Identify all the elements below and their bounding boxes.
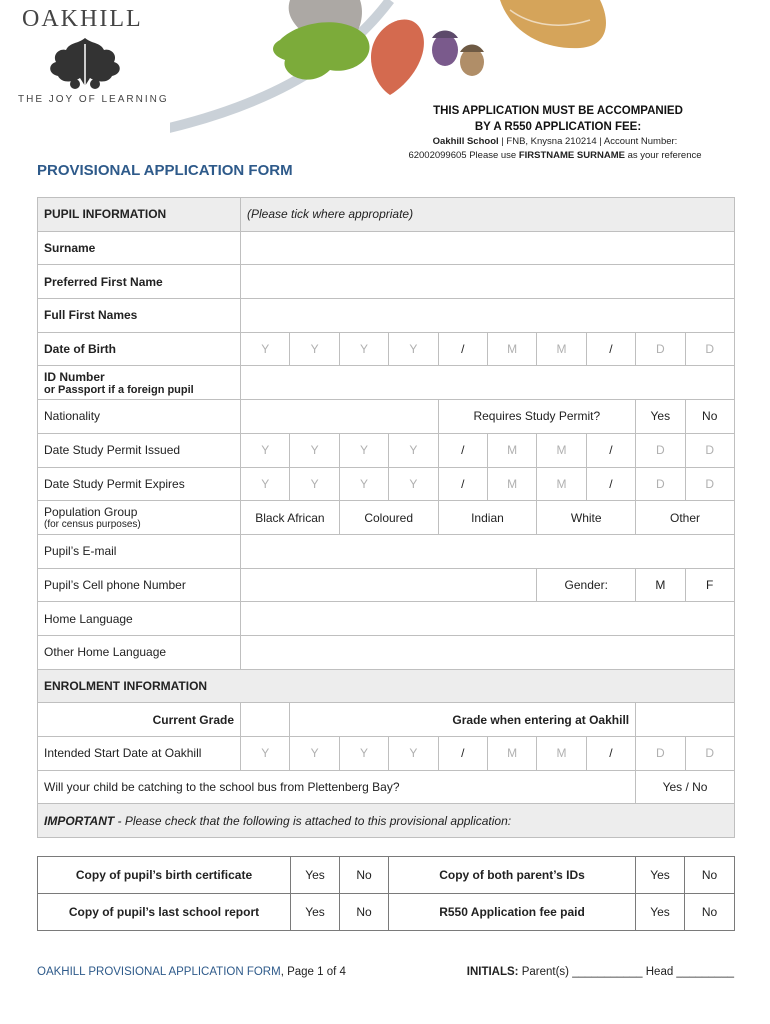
label-other-home-language: Other Home Language xyxy=(38,635,241,669)
permit-expires-year-digit[interactable]: Y xyxy=(339,467,388,501)
section-pupil-information: PUPIL INFORMATION xyxy=(38,198,241,232)
label-grade-entering: Grade when entering at Oakhill xyxy=(290,703,636,737)
permit-expires-month-digit[interactable]: M xyxy=(487,467,536,501)
grade-entering-field[interactable] xyxy=(636,703,735,737)
full-first-names-field[interactable] xyxy=(241,299,735,333)
label-id-number xyxy=(38,366,241,400)
preferred-first-name-field[interactable] xyxy=(241,265,735,299)
permit-issued-day-digit[interactable]: D xyxy=(685,433,734,467)
date-separator: / xyxy=(586,433,635,467)
permit-expires-year-digit[interactable]: Y xyxy=(290,467,339,501)
fee-reference: FIRSTNAME SURNAME xyxy=(518,150,625,161)
important-note xyxy=(38,804,735,838)
label-requires-study-permit: Requires Study Permit? xyxy=(438,400,636,434)
gender-m-option[interactable]: M xyxy=(636,568,685,602)
permit-issued-year-digit[interactable]: Y xyxy=(290,433,339,467)
section-enrolment-information: ENROLMENT INFORMATION xyxy=(38,669,735,703)
dob-day-digit[interactable]: D xyxy=(685,332,734,366)
important-text: - Please check that the following is attached to this provisional application: xyxy=(114,813,512,828)
attachment-school-report: Copy of pupil’s last school report xyxy=(38,894,291,931)
fee-bank-details xyxy=(380,135,730,163)
label-preferred-first-name: Preferred First Name xyxy=(38,265,241,299)
attachment-parent-ids-no[interactable]: No xyxy=(685,857,735,894)
footer-form-name xyxy=(37,966,346,978)
oak-leaf-icon xyxy=(40,34,130,92)
fee-title-line-1: THIS APPLICATION MUST BE ACCOMPANIED xyxy=(433,105,683,117)
label-bus-question: Will your child be catching to the school bus from Plettenberg Bay? xyxy=(38,770,636,804)
dob-year-digit[interactable]: Y xyxy=(290,332,339,366)
start-year-digit[interactable]: Y xyxy=(339,737,388,771)
cell-number-field[interactable] xyxy=(241,568,537,602)
nationality-field[interactable] xyxy=(241,400,439,434)
date-separator: / xyxy=(586,737,635,771)
other-home-language-field[interactable] xyxy=(241,635,735,669)
footer-initials xyxy=(443,966,734,978)
attachment-birth-certificate: Copy of pupil’s birth certificate xyxy=(38,857,291,894)
population-option-indian[interactable]: Indian xyxy=(438,501,537,535)
permit-yes-option[interactable]: Yes xyxy=(636,400,685,434)
current-grade-field[interactable] xyxy=(241,703,290,737)
label-home-language: Home Language xyxy=(38,602,241,636)
population-group-label: Population Group xyxy=(44,505,138,520)
attachment-parent-ids: Copy of both parent’s IDs xyxy=(389,857,636,894)
dob-year-digit[interactable]: Y xyxy=(339,332,388,366)
id-number-label: ID Number xyxy=(44,369,105,384)
page-title: PROVISIONAL APPLICATION FORM xyxy=(37,162,293,179)
logo-text: OAKHILL xyxy=(22,6,143,32)
permit-issued-year-digit[interactable]: Y xyxy=(339,433,388,467)
label-cell-number: Pupil’s Cell phone Number xyxy=(38,568,241,602)
label-email: Pupil’s E-mail xyxy=(38,534,241,568)
attachments-checklist xyxy=(37,856,735,931)
bus-yes-no-option[interactable]: Yes / No xyxy=(636,770,735,804)
attachment-fee-paid: R550 Application fee paid xyxy=(389,894,636,931)
date-separator: / xyxy=(586,332,635,366)
population-option-white[interactable]: White xyxy=(537,501,636,535)
attachment-school-report-yes[interactable]: Yes xyxy=(291,894,340,931)
label-date-permit-issued: Date Study Permit Issued xyxy=(38,433,241,467)
dob-year-digit[interactable]: Y xyxy=(389,332,438,366)
start-day-digit[interactable]: D xyxy=(685,737,734,771)
dob-year-digit[interactable]: Y xyxy=(241,332,290,366)
start-year-digit[interactable]: Y xyxy=(389,737,438,771)
initials-lines[interactable]: Parent(s) ___________ Head _________ xyxy=(518,966,734,978)
fee-account-number: 62002099605 Please use xyxy=(408,150,519,161)
id-number-sublabel: or Passport if a foreign pupil xyxy=(44,383,194,396)
id-number-field[interactable] xyxy=(241,366,735,400)
permit-expires-month-digit[interactable]: M xyxy=(537,467,586,501)
surname-field[interactable] xyxy=(241,231,735,265)
tick-note: (Please tick where appropriate) xyxy=(241,198,735,232)
start-month-digit[interactable]: M xyxy=(537,737,586,771)
permit-issued-year-digit[interactable]: Y xyxy=(389,433,438,467)
date-separator: / xyxy=(438,433,487,467)
fee-reference-suffix: as your reference xyxy=(624,150,702,161)
label-full-first-names: Full First Names xyxy=(38,299,241,333)
permit-expires-year-digit[interactable]: Y xyxy=(241,467,290,501)
label-surname: Surname xyxy=(38,231,241,265)
home-language-field[interactable] xyxy=(241,602,735,636)
permit-issued-year-digit[interactable]: Y xyxy=(241,433,290,467)
attachment-school-report-no[interactable]: No xyxy=(340,894,389,931)
fee-bank-line: | FNB, Knysna 210214 | Account Number: xyxy=(498,136,678,147)
attachment-fee-paid-no[interactable]: No xyxy=(685,894,735,931)
dob-month-digit[interactable]: M xyxy=(487,332,536,366)
label-current-grade: Current Grade xyxy=(38,703,241,737)
population-option-black-african[interactable]: Black African xyxy=(241,501,340,535)
population-option-coloured[interactable]: Coloured xyxy=(339,501,438,535)
initials-label: INITIALS: xyxy=(466,966,519,978)
footer-form-title: OAKHILL PROVISIONAL APPLICATION FORM xyxy=(37,966,281,978)
fee-notice-title xyxy=(400,103,716,135)
attachment-parent-ids-yes[interactable]: Yes xyxy=(636,857,685,894)
population-option-other[interactable]: Other xyxy=(636,501,735,535)
date-separator: / xyxy=(438,737,487,771)
population-group-sublabel: (for census purposes) xyxy=(44,519,141,531)
permit-expires-year-digit[interactable]: Y xyxy=(389,467,438,501)
permit-no-option[interactable]: No xyxy=(685,400,734,434)
start-month-digit[interactable]: M xyxy=(487,737,536,771)
label-intended-start-date: Intended Start Date at Oakhill xyxy=(38,737,241,771)
dob-day-digit[interactable]: D xyxy=(636,332,685,366)
gender-f-option[interactable]: F xyxy=(685,568,734,602)
permit-issued-month-digit[interactable]: M xyxy=(487,433,536,467)
permit-expires-day-digit[interactable]: D xyxy=(636,467,685,501)
attachment-birth-certificate-yes[interactable]: Yes xyxy=(291,857,340,894)
fee-title-line-2: BY A R550 APPLICATION FEE: xyxy=(474,121,642,133)
footer-page-number: , Page 1 of 4 xyxy=(280,966,346,978)
label-nationality: Nationality xyxy=(38,400,241,434)
tagline: THE JOY OF LEARNING xyxy=(18,94,169,105)
start-day-digit[interactable]: D xyxy=(636,737,685,771)
label-population-group xyxy=(38,501,241,535)
important-label: IMPORTANT xyxy=(44,813,115,828)
application-form-table xyxy=(37,197,735,838)
label-date-permit-expires: Date Study Permit Expires xyxy=(38,467,241,501)
start-year-digit[interactable]: Y xyxy=(290,737,339,771)
attachment-birth-certificate-no[interactable]: No xyxy=(340,857,389,894)
fee-school-name: Oakhill School xyxy=(432,136,499,147)
date-separator: / xyxy=(438,467,487,501)
label-gender: Gender: xyxy=(537,568,636,602)
dob-month-digit[interactable]: M xyxy=(537,332,586,366)
date-separator: / xyxy=(586,467,635,501)
permit-issued-day-digit[interactable]: D xyxy=(636,433,685,467)
email-field[interactable] xyxy=(241,534,735,568)
permit-expires-day-digit[interactable]: D xyxy=(685,467,734,501)
start-year-digit[interactable]: Y xyxy=(241,737,290,771)
attachment-fee-paid-yes[interactable]: Yes xyxy=(636,894,685,931)
label-date-of-birth: Date of Birth xyxy=(38,332,241,366)
date-separator: / xyxy=(438,332,487,366)
permit-issued-month-digit[interactable]: M xyxy=(537,433,586,467)
